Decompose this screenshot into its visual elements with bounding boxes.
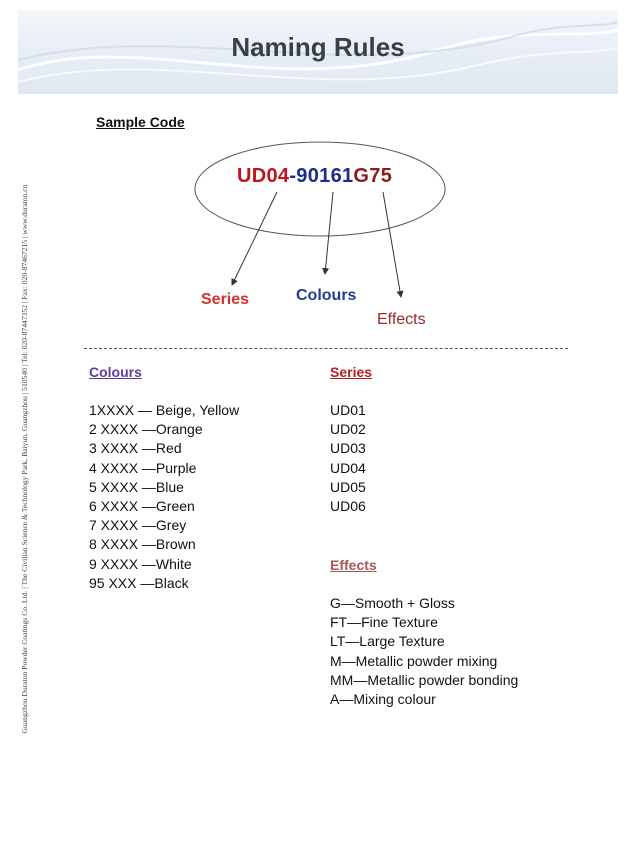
effect-item: LT—Large Texture [330, 633, 445, 650]
colours-label: Colours [296, 287, 357, 304]
effect-item: MM—Metallic powder bonding [330, 671, 519, 688]
series-item: UD06 [330, 498, 366, 515]
colour-item: 95 XXX —Black [89, 574, 189, 591]
colour-item: 6 XXXX —Green [89, 498, 195, 515]
code-colour-part: -90161 [289, 165, 354, 187]
series-heading: Series [330, 364, 373, 380]
colour-item: 9 XXXX —White [89, 555, 192, 572]
effects-arrow [383, 192, 401, 297]
series-arrow [232, 192, 277, 285]
section-divider [84, 348, 568, 349]
colour-item: 2 XXXX —Orange [89, 421, 203, 438]
series-item: UD02 [330, 421, 366, 438]
effect-item: G—Smooth + Gloss [330, 595, 455, 611]
effects-label: Effects [377, 311, 426, 328]
series-item: UD05 [330, 478, 366, 495]
effect-item: A—Mixing colour [330, 691, 436, 708]
code-effect-part: G75 [353, 165, 393, 187]
series-item: UD01 [330, 402, 366, 418]
colours-heading: Colours [89, 364, 142, 380]
colour-item: 4 XXXX —Purple [89, 459, 197, 476]
colour-item: 1XXXX — Beige, Yellow [89, 402, 240, 418]
colour-item: 3 XXXX —Red [89, 440, 182, 457]
effects-list [330, 594, 518, 709]
series-list [330, 401, 366, 516]
colour-item: 7 XXXX —Grey [89, 517, 187, 534]
company-info-vertical: Guangzhou Duraton Powder Coatings Co. Ltd. | The Civilian Science & Technology Park, Baiyun, Guangzhou | 510540 | Tel: 020-87447352 | Fax: 020-87467215 | www.duraton.cn [20, 184, 29, 734]
sample-code [237, 165, 392, 188]
series-label: Series [201, 291, 250, 308]
effect-item: FT—Fine Texture [330, 614, 438, 631]
effects-heading: Effects [330, 557, 377, 573]
code-series-part: UD04 [237, 165, 290, 187]
page-title: Naming Rules [231, 32, 405, 62]
sample-code-heading: Sample Code [96, 114, 185, 130]
colours-arrow [325, 192, 333, 274]
series-item: UD03 [330, 440, 366, 457]
colour-item: 5 XXXX —Blue [89, 478, 184, 495]
colours-list [89, 401, 239, 593]
effect-item: M—Metallic powder mixing [330, 652, 498, 669]
code-ellipse [195, 142, 445, 236]
colour-item: 8 XXXX —Brown [89, 536, 196, 553]
series-item: UD04 [330, 459, 366, 476]
